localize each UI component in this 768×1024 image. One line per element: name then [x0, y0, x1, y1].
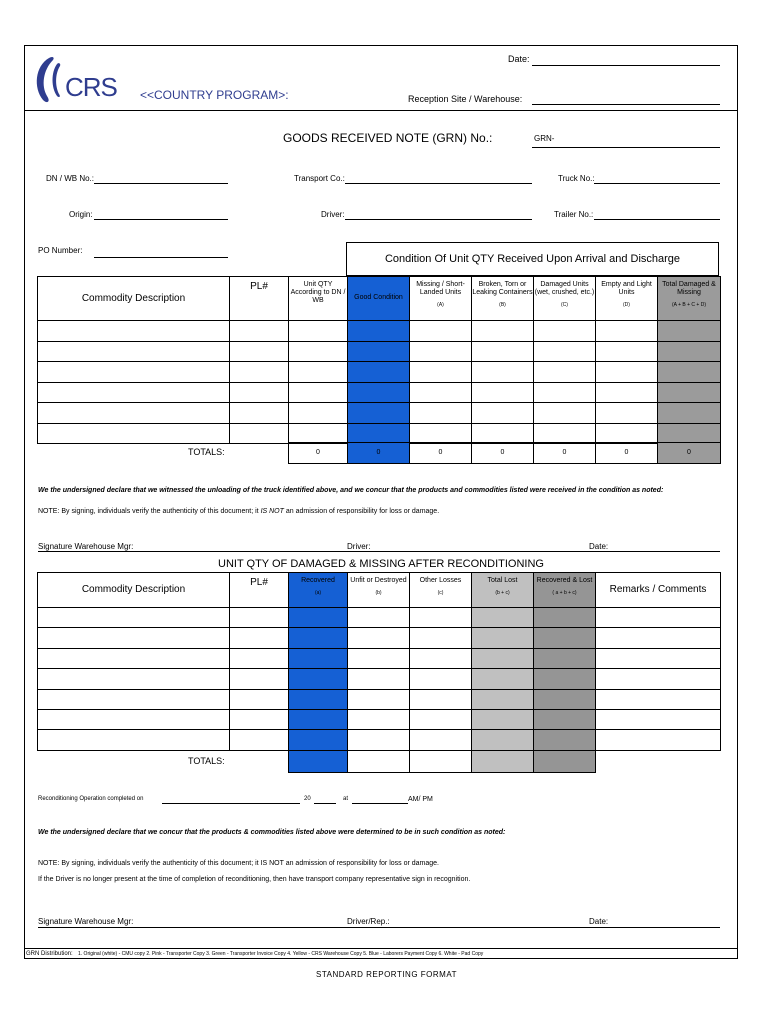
recondition-table-cell[interactable]: [410, 628, 472, 648]
col2-recovered: [289, 573, 348, 608]
col-damaged: [534, 277, 596, 321]
receipt-table-cell[interactable]: [38, 341, 230, 362]
totals2-label: TOTALS:: [188, 756, 225, 766]
receipt-table-cell[interactable]: [38, 362, 230, 383]
recondition-table-row: [38, 709, 721, 729]
recondition-table-row: [38, 608, 721, 628]
col2-recovered-lost: [534, 573, 596, 608]
receipt-table-cell[interactable]: [410, 321, 472, 342]
receipt-table-row: [38, 341, 721, 362]
declaration1-statement: We the undersigned declare that we witnessed the unloading of the truck identified above, and we concur that the products and commodities listed were received in the condition as noted:: [38, 487, 664, 494]
recondition-table: [37, 572, 721, 751]
recondition-table-row: [38, 628, 721, 648]
col2-recovered-code: (a): [314, 590, 322, 597]
receipt-table-cell[interactable]: [230, 382, 289, 403]
recondition-table-cell[interactable]: [38, 648, 230, 668]
receipt-table-cell[interactable]: [348, 423, 410, 444]
receipt-table-cell[interactable]: [658, 341, 721, 362]
sig2-driver-label: Driver/Rep.:: [347, 917, 390, 926]
trailer-label: Trailer No.:: [554, 210, 594, 219]
driver-label: Driver:: [321, 210, 345, 219]
receipt-table-cell[interactable]: [38, 403, 230, 424]
receipt-table-cell[interactable]: [348, 382, 410, 403]
receipt-table-cell[interactable]: [410, 403, 472, 424]
recondition-table-row: [38, 648, 721, 668]
recondition-table-cell[interactable]: [348, 709, 410, 729]
col2-other-label: Other Losses: [419, 577, 462, 584]
col-empty-code: (D): [623, 302, 630, 309]
receipt-table-cell[interactable]: [289, 403, 348, 424]
col-empty: [596, 277, 658, 321]
receipt-table-cell[interactable]: [472, 321, 534, 342]
col-missing: [410, 277, 472, 321]
receipt-table-row: [38, 362, 721, 383]
truck-field[interactable]: [594, 183, 720, 184]
col-missing-label: Missing / Short-Landed Units: [416, 281, 465, 297]
total-unit-qty: 0: [289, 443, 348, 464]
dn-wb-label: DN / WB No.:: [46, 174, 95, 183]
grn-number-field[interactable]: [532, 147, 720, 148]
grn-title: GOODS RECEIVED NOTE (GRN) No.:: [283, 131, 493, 145]
col-good-condition: Good Condition: [348, 277, 410, 321]
sig1-mgr-label: Signature Warehouse Mgr:: [38, 542, 134, 551]
recondition-table-cell[interactable]: [534, 608, 596, 628]
recondition-table-cell[interactable]: [534, 648, 596, 668]
recondition-table-cell[interactable]: [534, 709, 596, 729]
receipt-table-cell[interactable]: [410, 423, 472, 444]
totals1-label: TOTALS:: [188, 447, 225, 457]
receipt-table-cell[interactable]: [472, 382, 534, 403]
recondition-table-cell[interactable]: [230, 669, 289, 689]
total2-unfit[interactable]: [348, 751, 410, 773]
recon-note: NOTE: By signing, individuals verify the authenticity of this document; it IS NOT an admission of responsibility for loss or damage.: [38, 860, 439, 867]
date-label: Date:: [508, 54, 530, 64]
truck-label: Truck No.:: [558, 174, 595, 183]
sig1-driver-label: Driver:: [347, 542, 371, 551]
col2-recovered-label: Recovered: [301, 577, 335, 584]
distribution-divider: [24, 948, 738, 949]
col2-unfit-label: Unfit or Destroyed: [350, 577, 407, 584]
col2-other: [410, 573, 472, 608]
col2-remarks: Remarks / Comments: [596, 573, 721, 608]
recondition-table-cell[interactable]: [289, 608, 348, 628]
col2-commodity: Commodity Description: [38, 573, 230, 608]
col-total-code: (A + B + C + D): [671, 302, 707, 309]
recon-statement: We the undersigned declare that we concur that the products & commodities listed above were determined to be in such condition as noted:: [38, 829, 506, 836]
col-total-damaged: [658, 277, 721, 321]
total2-total-lost[interactable]: [472, 751, 534, 773]
dn-wb-field[interactable]: [94, 183, 228, 184]
header-divider: [24, 110, 738, 111]
recon-time-field[interactable]: [352, 803, 408, 804]
receipt-table-cell[interactable]: [230, 362, 289, 383]
col-unit-qty: Unit QTY According to DN / WB: [289, 277, 348, 321]
recon-ampm: AM/ PM: [408, 796, 433, 803]
recondition-table-cell[interactable]: [230, 689, 289, 709]
recondition-table-cell[interactable]: [38, 628, 230, 648]
total2-recovered[interactable]: [289, 751, 348, 773]
recondition-table-cell[interactable]: [534, 669, 596, 689]
recondition-table-cell[interactable]: [289, 628, 348, 648]
reception-label: Reception Site / Warehouse:: [408, 94, 523, 104]
receipt-table-cell[interactable]: [534, 341, 596, 362]
reception-field[interactable]: [532, 104, 720, 105]
recondition-table-cell[interactable]: [348, 628, 410, 648]
col-missing-code: (A): [437, 302, 444, 309]
col2-total-lost-code: (b + c): [495, 590, 510, 597]
total-all: 0: [658, 443, 721, 464]
receipt-table-cell[interactable]: [348, 321, 410, 342]
recondition-table-cell[interactable]: [230, 608, 289, 628]
recondition-table-cell[interactable]: [348, 730, 410, 750]
recondition-table-row: [38, 730, 721, 750]
recondition-table-cell[interactable]: [38, 669, 230, 689]
receipt-table-cell[interactable]: [289, 382, 348, 403]
col2-total-lost: [472, 573, 534, 608]
date-field[interactable]: [532, 65, 720, 66]
receipt-table: [37, 276, 721, 444]
transport-field[interactable]: [345, 183, 532, 184]
recon-date-field[interactable]: [162, 803, 300, 804]
recon-at: at: [343, 796, 349, 802]
recon-driver-note: If the Driver is no longer present at the time of completion of reconditioning, then have transport company representative sign in recognition.: [38, 876, 471, 883]
receipt-table-cell[interactable]: [38, 423, 230, 444]
recondition-table-cell[interactable]: [534, 730, 596, 750]
recondition-table-cell[interactable]: [410, 648, 472, 668]
trailer-field[interactable]: [594, 219, 720, 220]
distribution-copies: 1. Original (white) - CMU copy 2. Pink - Transporter Copy 3. Green - Transporter Invoice Copy 4. Yellow - CRS Warehouse Copy 5. Blue - Laborers Payment Copy 6. White - Pad Copy: [78, 951, 484, 957]
sig2-date-label: Date:: [589, 917, 609, 926]
table2-title: UNIT QTY OF DAMAGED & MISSING AFTER RECONDITIONING: [218, 558, 544, 570]
receipt-table-cell[interactable]: [38, 321, 230, 342]
recondition-table-row: [38, 689, 721, 709]
totals1-row: [288, 442, 721, 464]
origin-label: Origin:: [69, 210, 93, 219]
receipt-table-cell[interactable]: [658, 403, 721, 424]
receipt-table-cell[interactable]: [658, 321, 721, 342]
recondition-table-row: [38, 669, 721, 689]
recondition-table-cell[interactable]: [472, 648, 534, 668]
receipt-table-cell[interactable]: [410, 382, 472, 403]
col-damaged-label: Damaged Units (wet, crushed, etc.): [534, 281, 595, 297]
recondition-table-cell[interactable]: [472, 730, 534, 750]
recondition-table-cell[interactable]: [289, 669, 348, 689]
recondition-table-cell[interactable]: [596, 709, 721, 729]
receipt-table-cell[interactable]: [289, 321, 348, 342]
receipt-table-cell[interactable]: [472, 403, 534, 424]
recondition-table-cell[interactable]: [38, 730, 230, 750]
receipt-table-cell[interactable]: [348, 403, 410, 424]
receipt-table-cell[interactable]: [596, 321, 658, 342]
col2-unfit-code: (b): [375, 590, 382, 597]
declaration1-note-start: NOTE: By signing, individuals verify the authenticity of this document; it: [38, 508, 261, 515]
recondition-table-cell[interactable]: [230, 628, 289, 648]
receipt-table-cell[interactable]: [534, 362, 596, 383]
recondition-table-cell[interactable]: [596, 689, 721, 709]
recon-completed-label: Reconditioning Operation completed on: [38, 796, 144, 802]
recondition-table-cell[interactable]: [472, 689, 534, 709]
recondition-table-cell[interactable]: [289, 648, 348, 668]
col-broken-label: Broken, Torn or Leaking Containers: [472, 281, 533, 297]
col-empty-label: Empty and Light Units: [601, 281, 652, 297]
col2-other-code: (c): [437, 590, 444, 597]
receipt-table-cell[interactable]: [230, 341, 289, 362]
recondition-table-cell[interactable]: [410, 709, 472, 729]
receipt-table-cell[interactable]: [596, 341, 658, 362]
recondition-table-cell[interactable]: [472, 628, 534, 648]
receipt-table-row: [38, 403, 721, 424]
receipt-table-cell[interactable]: [596, 403, 658, 424]
recondition-table-cell[interactable]: [348, 689, 410, 709]
declaration1-note: [38, 508, 439, 515]
recondition-table-cell[interactable]: [289, 730, 348, 750]
col-damaged-code: (C): [561, 302, 568, 309]
col-broken-code: (B): [499, 302, 506, 309]
total-broken: 0: [472, 443, 534, 464]
recondition-table-cell[interactable]: [289, 689, 348, 709]
recondition-table-cell[interactable]: [410, 669, 472, 689]
sig2-mgr-label: Signature Warehouse Mgr:: [38, 917, 134, 926]
receipt-table-cell[interactable]: [348, 341, 410, 362]
col-commodity: Commodity Description: [38, 277, 230, 321]
col2-recovered-lost-label: Recovered & Lost: [536, 577, 593, 584]
declaration1-note-emph: IS NOT: [260, 508, 284, 515]
recondition-table-cell[interactable]: [348, 669, 410, 689]
condition-title-box: [346, 242, 719, 276]
receipt-table-cell[interactable]: [289, 341, 348, 362]
transport-label: Transport Co.:: [294, 174, 345, 183]
declaration1-note-end: an admission of responsibility for loss or damage.: [283, 508, 440, 515]
receipt-table-cell[interactable]: [658, 362, 721, 383]
recondition-table-cell[interactable]: [534, 689, 596, 709]
recondition-table-cell[interactable]: [348, 648, 410, 668]
recondition-table-cell[interactable]: [38, 709, 230, 729]
total-empty: 0: [596, 443, 658, 464]
total-missing: 0: [410, 443, 472, 464]
receipt-table-cell[interactable]: [534, 423, 596, 444]
receipt-table-cell[interactable]: [230, 403, 289, 424]
receipt-table-cell[interactable]: [658, 382, 721, 403]
distribution-label: GRN Distribution:: [26, 951, 73, 957]
receipt-table-cell[interactable]: [658, 423, 721, 444]
receipt-table-cell[interactable]: [348, 362, 410, 383]
grn-prefix: GRN-: [534, 134, 555, 143]
logo-text: CRS: [65, 72, 117, 102]
col2-pl: PL#: [230, 573, 289, 608]
receipt-table-cell[interactable]: [534, 321, 596, 342]
sig1-date-label: Date:: [589, 542, 609, 551]
condition-title: Condition Of Unit QTY Received Upon Arrival and Discharge: [384, 253, 681, 265]
receipt-table-cell[interactable]: [289, 423, 348, 444]
receipt-table-cell[interactable]: [472, 423, 534, 444]
receipt-table-row: [38, 321, 721, 342]
driver-field[interactable]: [345, 219, 532, 220]
recondition-table-cell[interactable]: [38, 608, 230, 628]
recondition-table-cell[interactable]: [596, 628, 721, 648]
recondition-table-cell[interactable]: [472, 608, 534, 628]
total2-recovered-lost[interactable]: [534, 751, 596, 773]
recondition-table-cell[interactable]: [472, 669, 534, 689]
recondition-table-cell[interactable]: [38, 689, 230, 709]
receipt-table-cell[interactable]: [472, 341, 534, 362]
receipt-table-cell[interactable]: [230, 321, 289, 342]
recondition-table-cell[interactable]: [230, 730, 289, 750]
receipt-table-cell[interactable]: [596, 382, 658, 403]
col2-unfit: [348, 573, 410, 608]
col-broken: [472, 277, 534, 321]
receipt-table-cell[interactable]: [596, 423, 658, 444]
receipt-table-cell[interactable]: [38, 382, 230, 403]
total-damaged: 0: [534, 443, 596, 464]
total-good: 0: [348, 443, 410, 464]
recondition-table-cell[interactable]: [472, 709, 534, 729]
receipt-table-cell[interactable]: [534, 403, 596, 424]
po-label: PO Number:: [38, 246, 83, 255]
receipt-table-cell[interactable]: [289, 362, 348, 383]
recondition-table-cell[interactable]: [410, 608, 472, 628]
receipt-table-cell[interactable]: [534, 382, 596, 403]
receipt-table-row: [38, 382, 721, 403]
recondition-table-cell[interactable]: [596, 608, 721, 628]
col2-total-lost-label: Total Lost: [487, 577, 518, 584]
receipt-table-cell[interactable]: [472, 362, 534, 383]
recondition-table-cell[interactable]: [596, 648, 721, 668]
country-program: <<COUNTRY PROGRAM>:: [140, 88, 289, 102]
total2-other[interactable]: [410, 751, 472, 773]
recon-year: 20: [304, 796, 311, 802]
recondition-table-cell[interactable]: [596, 669, 721, 689]
receipt-table-cell[interactable]: [410, 362, 472, 383]
po-field[interactable]: [94, 257, 228, 258]
recondition-table-cell[interactable]: [230, 709, 289, 729]
sig1-line[interactable]: [38, 551, 720, 552]
crs-logo: [31, 52, 131, 108]
receipt-table-cell[interactable]: [230, 423, 289, 444]
recondition-table-cell[interactable]: [410, 730, 472, 750]
recondition-table-cell[interactable]: [534, 628, 596, 648]
footer-text: STANDARD REPORTING FORMAT: [316, 970, 457, 979]
totals2-row: [288, 750, 596, 773]
receipt-table-cell[interactable]: [596, 362, 658, 383]
origin-field[interactable]: [94, 219, 228, 220]
receipt-table-row: [38, 423, 721, 444]
col2-recovered-lost-code: ( a + b + c): [552, 590, 577, 597]
col-total-label: Total Damaged & Missing: [662, 281, 716, 297]
recondition-table-cell[interactable]: [230, 648, 289, 668]
recondition-table-cell[interactable]: [348, 608, 410, 628]
receipt-table-cell[interactable]: [410, 341, 472, 362]
recon-year-field[interactable]: [314, 803, 336, 804]
recondition-table-cell[interactable]: [596, 730, 721, 750]
recondition-table-cell[interactable]: [289, 709, 348, 729]
recondition-table-cell[interactable]: [410, 689, 472, 709]
col-pl: PL#: [230, 277, 289, 321]
sig2-line[interactable]: [38, 927, 720, 928]
